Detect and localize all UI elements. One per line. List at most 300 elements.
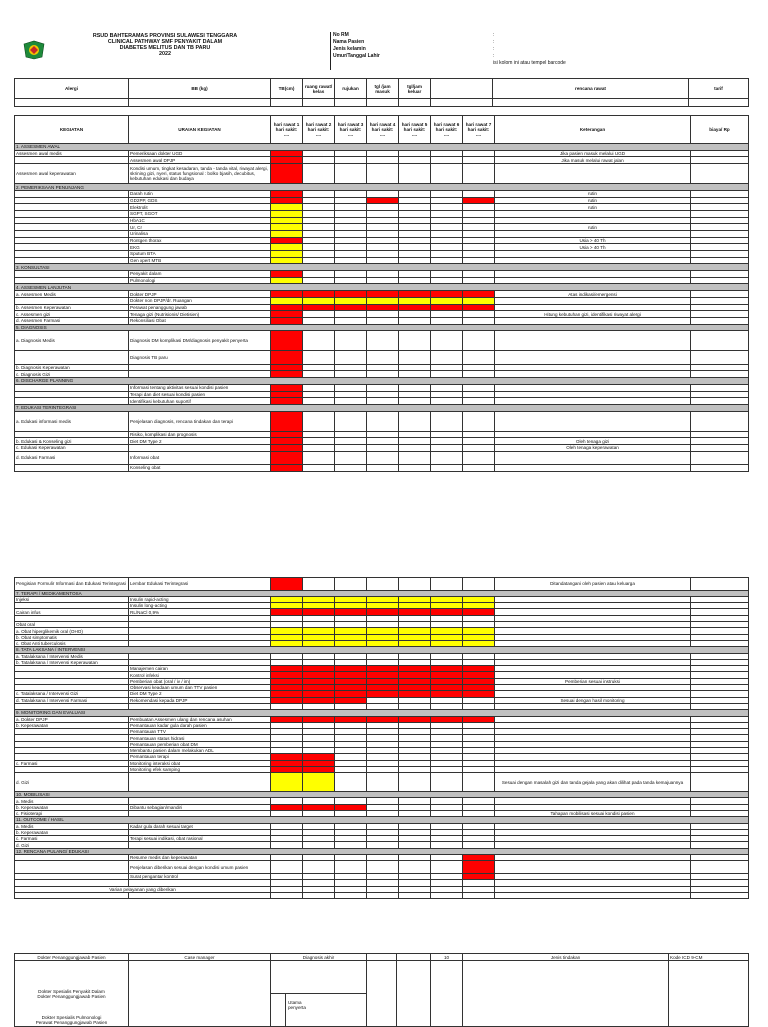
day-cell-3[interactable] <box>335 210 367 217</box>
day-cell-4[interactable] <box>367 190 399 197</box>
day-cell-5[interactable] <box>399 892 431 898</box>
day-cell-5[interactable] <box>399 190 431 197</box>
day-cell-1[interactable] <box>271 384 303 391</box>
day-cell-5[interactable] <box>399 257 431 264</box>
cell-keluar-value[interactable] <box>399 99 431 107</box>
biaya-cell[interactable] <box>691 251 749 258</box>
day-cell-1[interactable] <box>271 230 303 237</box>
biaya-cell[interactable] <box>691 451 749 464</box>
day-cell-6[interactable] <box>431 351 463 364</box>
day-cell-5[interactable] <box>399 157 431 164</box>
day-cell-3[interactable] <box>335 271 367 278</box>
day-cell-6[interactable] <box>431 230 463 237</box>
day-cell-3[interactable] <box>335 861 367 874</box>
cell-alergi-value[interactable] <box>15 99 129 107</box>
biaya-cell[interactable] <box>691 861 749 874</box>
day-cell-6[interactable] <box>431 391 463 398</box>
day-cell-2[interactable] <box>303 438 335 445</box>
day-cell-4[interactable] <box>367 364 399 371</box>
day-cell-2[interactable] <box>303 351 335 364</box>
day-cell-5[interactable] <box>399 861 431 874</box>
day-cell-5[interactable] <box>399 277 431 284</box>
biaya-cell[interactable] <box>691 445 749 452</box>
day-cell-7[interactable] <box>463 190 495 197</box>
day-cell-7[interactable] <box>463 445 495 452</box>
day-cell-3[interactable] <box>335 297 367 304</box>
day-cell-6[interactable] <box>431 291 463 298</box>
footer-case-manager-sign[interactable] <box>129 961 271 1027</box>
day-cell-1[interactable] <box>271 465 303 472</box>
day-cell-4[interactable] <box>367 237 399 244</box>
day-cell-4[interactable] <box>367 271 399 278</box>
biaya-cell[interactable] <box>691 311 749 318</box>
day-cell-2[interactable] <box>303 297 335 304</box>
biaya-cell[interactable] <box>691 364 749 371</box>
biaya-cell[interactable] <box>691 384 749 391</box>
day-cell-4[interactable] <box>367 157 399 164</box>
biaya-cell[interactable] <box>691 391 749 398</box>
day-cell-7[interactable] <box>463 257 495 264</box>
biaya-cell[interactable] <box>691 398 749 405</box>
day-cell-5[interactable] <box>399 465 431 472</box>
day-cell-5[interactable] <box>399 251 431 258</box>
footer-tindakan-cell[interactable] <box>463 961 669 1027</box>
biaya-cell[interactable] <box>691 317 749 324</box>
biaya-cell[interactable] <box>691 892 749 898</box>
day-cell-5[interactable] <box>399 384 431 391</box>
day-cell-2[interactable] <box>303 465 335 472</box>
day-cell-1[interactable] <box>271 578 303 591</box>
day-cell-6[interactable] <box>431 237 463 244</box>
day-cell-7[interactable] <box>463 164 495 184</box>
biaya-cell[interactable] <box>691 157 749 164</box>
day-cell-1[interactable] <box>271 224 303 231</box>
day-cell-3[interactable] <box>335 371 367 378</box>
day-cell-2[interactable] <box>303 371 335 378</box>
day-cell-7[interactable] <box>463 297 495 304</box>
day-cell-7[interactable] <box>463 150 495 157</box>
day-cell-3[interactable] <box>335 445 367 452</box>
day-cell-5[interactable] <box>399 371 431 378</box>
biaya-cell[interactable] <box>691 438 749 445</box>
day-cell-6[interactable] <box>431 197 463 204</box>
day-cell-1[interactable] <box>271 257 303 264</box>
day-cell-7[interactable] <box>463 431 495 438</box>
day-cell-4[interactable] <box>367 861 399 874</box>
day-cell-3[interactable] <box>335 257 367 264</box>
biaya-cell[interactable] <box>691 190 749 197</box>
footer-cell-b[interactable] <box>397 961 431 1027</box>
day-cell-3[interactable] <box>335 277 367 284</box>
day-cell-7[interactable] <box>463 371 495 378</box>
day-cell-7[interactable] <box>463 892 495 898</box>
day-cell-6[interactable] <box>431 364 463 371</box>
day-cell-1[interactable] <box>271 291 303 298</box>
day-cell-5[interactable] <box>399 451 431 464</box>
day-cell-5[interactable] <box>399 391 431 398</box>
biaya-cell[interactable] <box>691 291 749 298</box>
day-cell-1[interactable] <box>271 451 303 464</box>
day-cell-1[interactable] <box>271 197 303 204</box>
day-cell-2[interactable] <box>303 431 335 438</box>
biaya-cell[interactable] <box>691 217 749 224</box>
day-cell-2[interactable] <box>303 217 335 224</box>
day-cell-6[interactable] <box>431 257 463 264</box>
day-cell-3[interactable] <box>335 384 367 391</box>
day-cell-3[interactable] <box>335 217 367 224</box>
day-cell-3[interactable] <box>335 230 367 237</box>
biaya-cell[interactable] <box>691 431 749 438</box>
day-cell-3[interactable] <box>335 157 367 164</box>
day-cell-1[interactable] <box>271 164 303 184</box>
day-cell-3[interactable] <box>335 251 367 258</box>
footer-cell-a[interactable] <box>367 961 397 1027</box>
day-cell-6[interactable] <box>431 217 463 224</box>
day-cell-3[interactable] <box>335 411 367 431</box>
day-cell-5[interactable] <box>399 578 431 591</box>
day-cell-1[interactable] <box>271 190 303 197</box>
day-cell-1[interactable] <box>271 438 303 445</box>
day-cell-4[interactable] <box>367 445 399 452</box>
biaya-cell[interactable] <box>691 465 749 472</box>
day-cell-7[interactable] <box>463 411 495 431</box>
day-cell-7[interactable] <box>463 391 495 398</box>
day-cell-7[interactable] <box>463 217 495 224</box>
day-cell-2[interactable] <box>303 384 335 391</box>
day-cell-6[interactable] <box>431 210 463 217</box>
day-cell-3[interactable] <box>335 398 367 405</box>
biaya-cell[interactable] <box>691 411 749 431</box>
day-cell-6[interactable] <box>431 578 463 591</box>
day-cell-4[interactable] <box>367 230 399 237</box>
day-cell-6[interactable] <box>431 224 463 231</box>
day-cell-4[interactable] <box>367 304 399 311</box>
day-cell-3[interactable] <box>335 317 367 324</box>
biaya-cell[interactable] <box>691 204 749 211</box>
day-cell-4[interactable] <box>367 210 399 217</box>
day-cell-7[interactable] <box>463 861 495 874</box>
day-cell-4[interactable] <box>367 398 399 405</box>
day-cell-7[interactable] <box>463 304 495 311</box>
day-cell-5[interactable] <box>399 204 431 211</box>
day-cell-4[interactable] <box>367 291 399 298</box>
day-cell-2[interactable] <box>303 224 335 231</box>
day-cell-6[interactable] <box>431 251 463 258</box>
day-cell-5[interactable] <box>399 224 431 231</box>
day-cell-5[interactable] <box>399 297 431 304</box>
day-cell-3[interactable] <box>335 892 367 898</box>
day-cell-7[interactable] <box>463 398 495 405</box>
day-cell-4[interactable] <box>367 217 399 224</box>
day-cell-7[interactable] <box>463 311 495 318</box>
day-cell-3[interactable] <box>335 237 367 244</box>
day-cell-7[interactable] <box>463 251 495 258</box>
day-cell-5[interactable] <box>399 311 431 318</box>
day-cell-5[interactable] <box>399 210 431 217</box>
day-cell-2[interactable] <box>303 331 335 351</box>
day-cell-1[interactable] <box>271 892 303 898</box>
day-cell-5[interactable] <box>399 438 431 445</box>
day-cell-6[interactable] <box>431 892 463 898</box>
day-cell-7[interactable] <box>463 271 495 278</box>
day-cell-3[interactable] <box>335 351 367 364</box>
biaya-cell[interactable] <box>691 277 749 284</box>
day-cell-4[interactable] <box>367 438 399 445</box>
day-cell-7[interactable] <box>463 438 495 445</box>
day-cell-2[interactable] <box>303 244 335 251</box>
biaya-cell[interactable] <box>691 150 749 157</box>
day-cell-2[interactable] <box>303 257 335 264</box>
day-cell-6[interactable] <box>431 445 463 452</box>
day-cell-2[interactable] <box>303 164 335 184</box>
biaya-cell[interactable] <box>691 244 749 251</box>
day-cell-5[interactable] <box>399 244 431 251</box>
day-cell-5[interactable] <box>399 271 431 278</box>
day-cell-6[interactable] <box>431 271 463 278</box>
day-cell-4[interactable] <box>367 224 399 231</box>
day-cell-3[interactable] <box>335 331 367 351</box>
day-cell-7[interactable] <box>463 157 495 164</box>
day-cell-2[interactable] <box>303 892 335 898</box>
day-cell-1[interactable] <box>271 297 303 304</box>
day-cell-5[interactable] <box>399 773 431 792</box>
day-cell-7[interactable] <box>463 773 495 792</box>
day-cell-2[interactable] <box>303 451 335 464</box>
day-cell-2[interactable] <box>303 277 335 284</box>
day-cell-7[interactable] <box>463 384 495 391</box>
day-cell-1[interactable] <box>271 331 303 351</box>
day-cell-3[interactable] <box>335 438 367 445</box>
biaya-cell[interactable] <box>691 224 749 231</box>
day-cell-6[interactable] <box>431 438 463 445</box>
day-cell-1[interactable] <box>271 398 303 405</box>
day-cell-6[interactable] <box>431 297 463 304</box>
day-cell-7[interactable] <box>463 277 495 284</box>
day-cell-2[interactable] <box>303 411 335 431</box>
day-cell-6[interactable] <box>431 304 463 311</box>
cell-tarif-value[interactable] <box>689 99 749 107</box>
day-cell-5[interactable] <box>399 217 431 224</box>
day-cell-4[interactable] <box>367 317 399 324</box>
day-cell-2[interactable] <box>303 157 335 164</box>
day-cell-5[interactable] <box>399 411 431 431</box>
day-cell-2[interactable] <box>303 197 335 204</box>
day-cell-6[interactable] <box>431 157 463 164</box>
day-cell-5[interactable] <box>399 237 431 244</box>
biaya-cell[interactable] <box>691 237 749 244</box>
day-cell-3[interactable] <box>335 578 367 591</box>
day-cell-2[interactable] <box>303 391 335 398</box>
day-cell-7[interactable] <box>463 237 495 244</box>
day-cell-2[interactable] <box>303 317 335 324</box>
day-cell-6[interactable] <box>431 150 463 157</box>
day-cell-1[interactable] <box>271 304 303 311</box>
day-cell-1[interactable] <box>271 773 303 792</box>
footer-icd9-cell[interactable] <box>669 961 749 1027</box>
day-cell-6[interactable] <box>431 204 463 211</box>
day-cell-6[interactable] <box>431 317 463 324</box>
day-cell-6[interactable] <box>431 244 463 251</box>
day-cell-2[interactable] <box>303 150 335 157</box>
day-cell-5[interactable] <box>399 197 431 204</box>
biaya-cell[interactable] <box>691 271 749 278</box>
day-cell-4[interactable] <box>367 164 399 184</box>
day-cell-3[interactable] <box>335 451 367 464</box>
biaya-cell[interactable] <box>691 773 749 792</box>
day-cell-7[interactable] <box>463 331 495 351</box>
day-cell-3[interactable] <box>335 465 367 472</box>
day-cell-4[interactable] <box>367 150 399 157</box>
day-cell-5[interactable] <box>399 291 431 298</box>
day-cell-7[interactable] <box>463 204 495 211</box>
day-cell-2[interactable] <box>303 190 335 197</box>
day-cell-6[interactable] <box>431 277 463 284</box>
day-cell-3[interactable] <box>335 391 367 398</box>
day-cell-4[interactable] <box>367 451 399 464</box>
day-cell-6[interactable] <box>431 384 463 391</box>
biaya-cell[interactable] <box>691 304 749 311</box>
day-cell-1[interactable] <box>271 271 303 278</box>
day-cell-6[interactable] <box>431 861 463 874</box>
day-cell-4[interactable] <box>367 371 399 378</box>
day-cell-6[interactable] <box>431 311 463 318</box>
day-cell-2[interactable] <box>303 251 335 258</box>
day-cell-6[interactable] <box>431 411 463 431</box>
day-cell-4[interactable] <box>367 257 399 264</box>
day-cell-3[interactable] <box>335 291 367 298</box>
biaya-cell[interactable] <box>691 210 749 217</box>
day-cell-6[interactable] <box>431 164 463 184</box>
day-cell-4[interactable] <box>367 351 399 364</box>
day-cell-3[interactable] <box>335 244 367 251</box>
day-cell-2[interactable] <box>303 271 335 278</box>
day-cell-1[interactable] <box>271 237 303 244</box>
cell-rujukan-value[interactable] <box>335 99 367 107</box>
day-cell-4[interactable] <box>367 391 399 398</box>
day-cell-3[interactable] <box>335 304 367 311</box>
day-cell-2[interactable] <box>303 311 335 318</box>
day-cell-4[interactable] <box>367 311 399 318</box>
day-cell-4[interactable] <box>367 384 399 391</box>
cell-masuk-value[interactable] <box>367 99 399 107</box>
day-cell-4[interactable] <box>367 297 399 304</box>
day-cell-5[interactable] <box>399 398 431 405</box>
day-cell-1[interactable] <box>271 311 303 318</box>
day-cell-3[interactable] <box>335 150 367 157</box>
cell-ruang-value[interactable] <box>303 99 335 107</box>
day-cell-7[interactable] <box>463 224 495 231</box>
day-cell-3[interactable] <box>335 197 367 204</box>
day-cell-2[interactable] <box>303 578 335 591</box>
biaya-cell[interactable] <box>691 578 749 591</box>
day-cell-4[interactable] <box>367 251 399 258</box>
day-cell-7[interactable] <box>463 210 495 217</box>
day-cell-6[interactable] <box>431 190 463 197</box>
day-cell-4[interactable] <box>367 892 399 898</box>
day-cell-7[interactable] <box>463 317 495 324</box>
day-cell-1[interactable] <box>271 244 303 251</box>
day-cell-2[interactable] <box>303 291 335 298</box>
day-cell-2[interactable] <box>303 204 335 211</box>
day-cell-4[interactable] <box>367 773 399 792</box>
day-cell-6[interactable] <box>431 465 463 472</box>
day-cell-5[interactable] <box>399 445 431 452</box>
day-cell-6[interactable] <box>431 331 463 351</box>
day-cell-1[interactable] <box>271 277 303 284</box>
day-cell-1[interactable] <box>271 150 303 157</box>
day-cell-2[interactable] <box>303 237 335 244</box>
day-cell-1[interactable] <box>271 411 303 431</box>
day-cell-4[interactable] <box>367 277 399 284</box>
day-cell-4[interactable] <box>367 331 399 351</box>
day-cell-5[interactable] <box>399 331 431 351</box>
day-cell-2[interactable] <box>303 773 335 792</box>
day-cell-1[interactable] <box>271 317 303 324</box>
day-cell-4[interactable] <box>367 204 399 211</box>
day-cell-3[interactable] <box>335 364 367 371</box>
day-cell-3[interactable] <box>335 431 367 438</box>
day-cell-2[interactable] <box>303 398 335 405</box>
day-cell-7[interactable] <box>463 244 495 251</box>
day-cell-4[interactable] <box>367 431 399 438</box>
day-cell-1[interactable] <box>271 157 303 164</box>
day-cell-5[interactable] <box>399 351 431 364</box>
day-cell-1[interactable] <box>271 391 303 398</box>
day-cell-7[interactable] <box>463 451 495 464</box>
day-cell-1[interactable] <box>271 364 303 371</box>
day-cell-4[interactable] <box>367 465 399 472</box>
biaya-cell[interactable] <box>691 197 749 204</box>
day-cell-1[interactable] <box>271 210 303 217</box>
day-cell-2[interactable] <box>303 304 335 311</box>
day-cell-7[interactable] <box>463 351 495 364</box>
cell-tb-value[interactable] <box>271 99 303 107</box>
day-cell-7[interactable] <box>463 465 495 472</box>
day-cell-3[interactable] <box>335 773 367 792</box>
cell-bb-value[interactable] <box>129 99 271 107</box>
day-cell-5[interactable] <box>399 164 431 184</box>
day-cell-4[interactable] <box>367 244 399 251</box>
day-cell-4[interactable] <box>367 411 399 431</box>
biaya-cell[interactable] <box>691 164 749 184</box>
biaya-cell[interactable] <box>691 351 749 364</box>
day-cell-7[interactable] <box>463 197 495 204</box>
cell-rencana-value[interactable] <box>493 99 689 107</box>
day-cell-3[interactable] <box>335 190 367 197</box>
day-cell-6[interactable] <box>431 398 463 405</box>
day-cell-7[interactable] <box>463 230 495 237</box>
day-cell-3[interactable] <box>335 224 367 231</box>
day-cell-2[interactable] <box>303 364 335 371</box>
day-cell-1[interactable] <box>271 217 303 224</box>
day-cell-1[interactable] <box>271 251 303 258</box>
day-cell-1[interactable] <box>271 445 303 452</box>
day-cell-6[interactable] <box>431 451 463 464</box>
day-cell-6[interactable] <box>431 371 463 378</box>
day-cell-2[interactable] <box>303 445 335 452</box>
day-cell-3[interactable] <box>335 164 367 184</box>
day-cell-2[interactable] <box>303 861 335 874</box>
day-cell-5[interactable] <box>399 431 431 438</box>
day-cell-6[interactable] <box>431 773 463 792</box>
day-cell-1[interactable] <box>271 204 303 211</box>
day-cell-6[interactable] <box>431 431 463 438</box>
day-cell-3[interactable] <box>335 204 367 211</box>
footer-icd10-cell[interactable] <box>431 961 463 1027</box>
day-cell-3[interactable] <box>335 311 367 318</box>
biaya-cell[interactable] <box>691 257 749 264</box>
day-cell-7[interactable] <box>463 578 495 591</box>
